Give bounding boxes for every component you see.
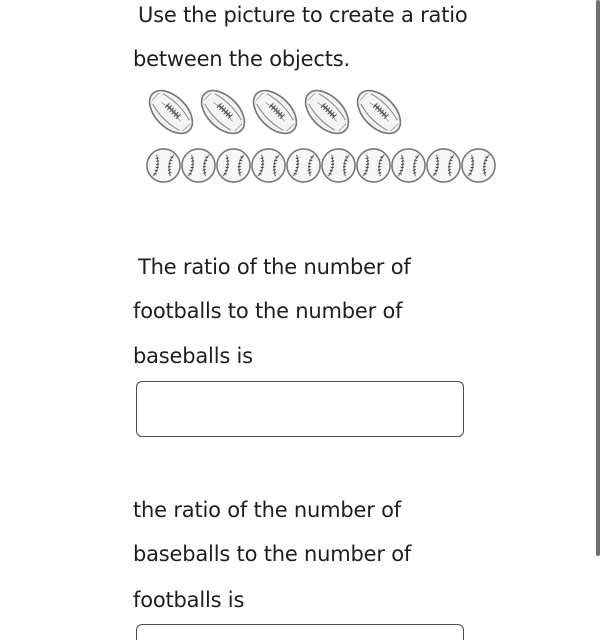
baseball-icon bbox=[214, 146, 253, 185]
football-icon bbox=[195, 84, 251, 140]
baseball-icon bbox=[389, 146, 428, 185]
footballs-row bbox=[143, 84, 407, 140]
prompt-line-2: between the objects. bbox=[133, 47, 350, 71]
baseballs-row bbox=[144, 146, 498, 185]
football-icon bbox=[299, 84, 355, 140]
scrollbar[interactable] bbox=[596, 0, 600, 556]
baseball-icon bbox=[144, 146, 183, 185]
ratio-answer-input-1[interactable] bbox=[136, 381, 464, 437]
part1-line-3: baseballs is bbox=[133, 344, 253, 368]
baseball-icon bbox=[424, 146, 463, 185]
part1-line-2: footballs to the number of bbox=[133, 299, 403, 323]
part1-line-1: The ratio of the number of bbox=[138, 255, 411, 279]
part2-line-1: the ratio of the number of bbox=[133, 498, 401, 522]
part2-line-2: baseballs to the number of bbox=[133, 542, 412, 566]
baseball-icon bbox=[459, 146, 498, 185]
baseball-icon bbox=[319, 146, 358, 185]
football-icon bbox=[247, 84, 303, 140]
football-icon bbox=[351, 84, 407, 140]
baseball-icon bbox=[249, 146, 288, 185]
baseball-icon bbox=[284, 146, 323, 185]
baseball-icon bbox=[179, 146, 218, 185]
football-icon bbox=[143, 84, 199, 140]
baseball-icon bbox=[354, 146, 393, 185]
prompt-line-1: Use the picture to create a ratio bbox=[138, 3, 468, 27]
ratio-answer-input-2[interactable] bbox=[136, 624, 464, 640]
part2-line-3: footballs is bbox=[133, 588, 245, 612]
